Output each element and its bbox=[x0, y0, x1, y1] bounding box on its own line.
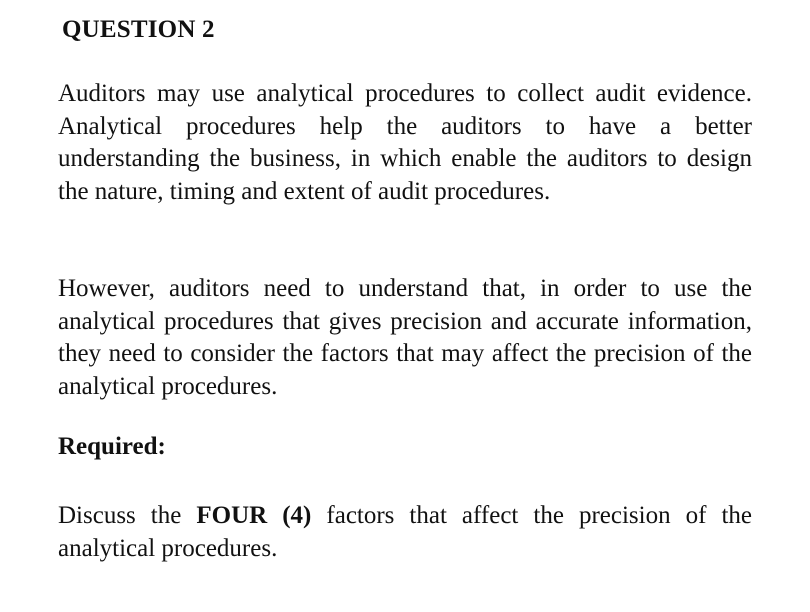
task-paragraph bbox=[58, 500, 752, 565]
task-text-before: Discuss the bbox=[58, 502, 197, 529]
task-emphasis: FOUR (4) bbox=[196, 502, 312, 529]
question-heading: QUESTION 2 bbox=[62, 16, 215, 43]
context-paragraph: However, auditors need to understand that, in order to use the analytical procedures that gives precision and accurate information, they need to consider the factors that may affect the precision of the analytical procedures. bbox=[58, 275, 752, 400]
required-label: Required: bbox=[58, 433, 166, 460]
intro-paragraph: Auditors may use analytical procedures to collect audit evidence. Analytical procedures help the auditors to have a better understanding the business, in which enable the auditors to design the nature, timing and extent of audit procedures. bbox=[58, 80, 752, 205]
task-text-after: factors that affect the precision of the analytical procedures. bbox=[58, 502, 752, 562]
